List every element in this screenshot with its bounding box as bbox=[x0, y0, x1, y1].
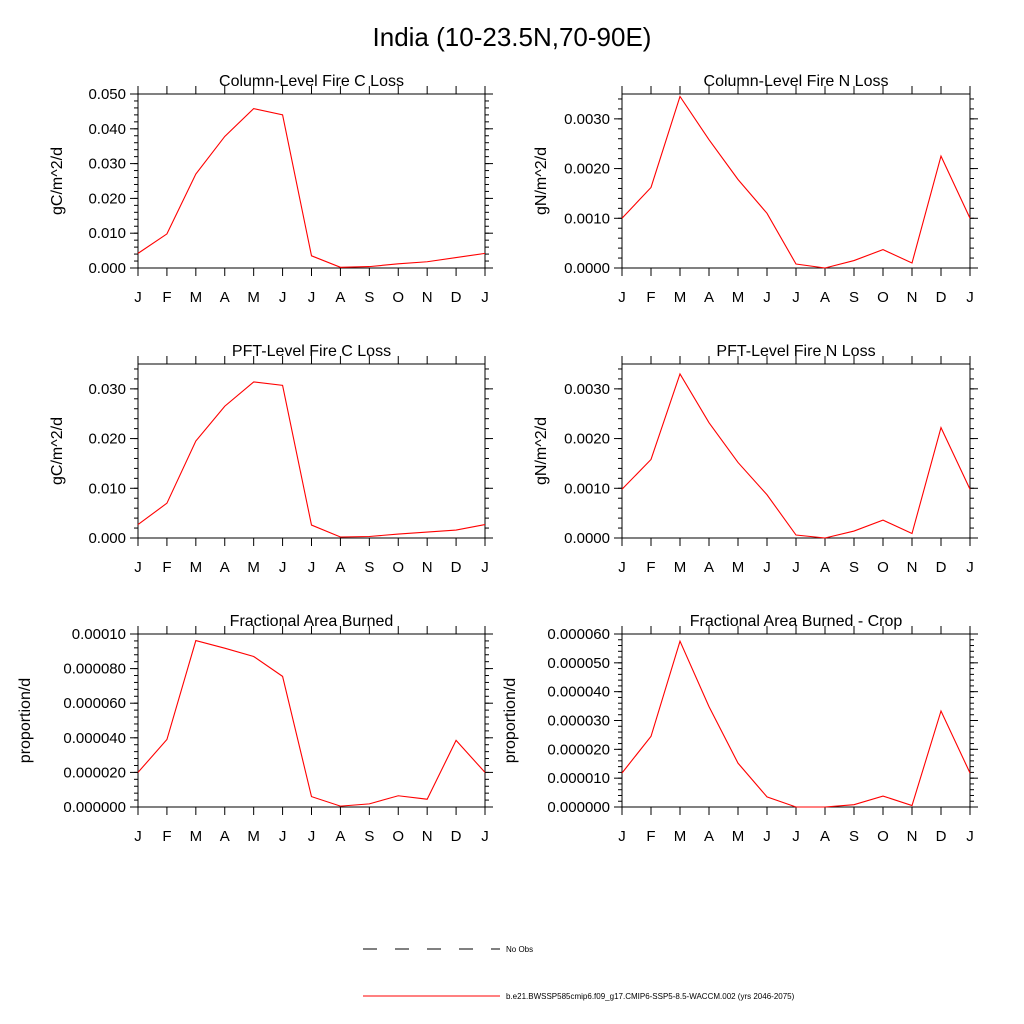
x-tick-label: M bbox=[247, 289, 260, 306]
series-line bbox=[138, 641, 485, 807]
x-tick-label: J bbox=[763, 289, 771, 306]
x-tick-label: J bbox=[481, 559, 489, 576]
x-tick-label: J bbox=[792, 559, 800, 576]
x-tick-label: D bbox=[450, 559, 462, 576]
x-tick-label: A bbox=[703, 559, 715, 576]
x-tick-label: O bbox=[392, 289, 405, 306]
x-tick-label: J bbox=[307, 828, 316, 845]
y-tick-label: 0.000030 bbox=[547, 712, 610, 730]
x-tick-label: D bbox=[935, 828, 947, 845]
panel-title: PFT-Level Fire N Loss bbox=[716, 343, 876, 360]
y-tick-label: 0.000 bbox=[88, 260, 126, 277]
y-tick-label: 0.000080 bbox=[63, 660, 126, 678]
x-tick-label: M bbox=[189, 289, 203, 306]
y-tick-label: 0.0010 bbox=[564, 210, 610, 228]
x-tick-label: J bbox=[481, 289, 489, 306]
x-tick-label: J bbox=[618, 559, 626, 576]
x-tick-label: N bbox=[421, 828, 433, 845]
series-line bbox=[622, 641, 970, 807]
chart-panel bbox=[17, 613, 493, 845]
x-tick-label: J bbox=[134, 828, 142, 845]
x-tick-label: A bbox=[335, 828, 346, 845]
x-tick-label: J bbox=[278, 828, 287, 845]
x-tick-label: J bbox=[307, 559, 316, 576]
y-axis-label: proportion/d bbox=[17, 677, 34, 764]
x-tick-label: O bbox=[392, 828, 405, 845]
x-tick-label: O bbox=[877, 828, 889, 845]
y-tick-label: 0.0020 bbox=[564, 160, 610, 178]
x-tick-label: N bbox=[906, 559, 918, 576]
y-axis-label: gN/m^2/d bbox=[533, 147, 550, 215]
x-tick-label: J bbox=[618, 828, 626, 845]
x-tick-label: A bbox=[335, 559, 346, 576]
y-tick-label: 0.010 bbox=[88, 225, 126, 243]
x-tick-label: J bbox=[792, 828, 800, 845]
x-tick-label: A bbox=[703, 289, 715, 306]
x-tick-label: M bbox=[673, 559, 687, 576]
x-tick-label: J bbox=[792, 289, 800, 306]
x-tick-label: N bbox=[906, 828, 918, 845]
x-tick-label: D bbox=[935, 289, 947, 306]
x-tick-label: J bbox=[763, 559, 771, 576]
y-tick-label: 0.000000 bbox=[547, 799, 610, 816]
x-tick-label: F bbox=[646, 289, 656, 306]
y-tick-label: 0.0030 bbox=[564, 380, 610, 398]
chart-panel bbox=[502, 613, 978, 845]
series-line bbox=[138, 109, 485, 268]
y-tick-label: 0.000 bbox=[88, 530, 126, 547]
x-tick-label: D bbox=[450, 289, 462, 306]
x-tick-label: A bbox=[819, 289, 831, 306]
y-axis-label: gC/m^2/d bbox=[49, 417, 66, 485]
x-tick-label: N bbox=[421, 289, 433, 306]
x-tick-label: O bbox=[877, 559, 889, 576]
y-tick-label: 0.00010 bbox=[71, 626, 126, 643]
x-tick-label: J bbox=[278, 559, 287, 576]
series-line bbox=[622, 96, 970, 268]
x-tick-label: J bbox=[134, 559, 142, 576]
series-line bbox=[138, 382, 485, 537]
y-tick-label: 0.000010 bbox=[547, 770, 610, 788]
x-tick-label: S bbox=[848, 289, 860, 306]
x-tick-label: A bbox=[819, 559, 831, 576]
y-tick-label: 0.000020 bbox=[547, 741, 610, 759]
y-tick-label: 0.000050 bbox=[547, 654, 610, 672]
x-tick-label: S bbox=[848, 559, 860, 576]
x-tick-label: M bbox=[189, 828, 203, 845]
legend-label: b.e21.BWSSP585cmip6.f09_g17.CMIP6-SSP5-8.5-WACCM.002 (yrs 2046-2075) bbox=[506, 992, 795, 1001]
x-tick-label: J bbox=[966, 828, 974, 845]
x-tick-label: N bbox=[421, 559, 433, 576]
x-tick-label: A bbox=[335, 289, 346, 306]
y-tick-label: 0.0020 bbox=[564, 430, 610, 448]
x-tick-label: J bbox=[763, 828, 771, 845]
y-tick-label: 0.010 bbox=[88, 480, 126, 498]
plot-frame bbox=[138, 94, 485, 268]
x-tick-label: F bbox=[162, 289, 172, 306]
x-tick-label: J bbox=[618, 289, 626, 306]
y-tick-label: 0.000020 bbox=[63, 764, 126, 782]
panel-title: Column-Level Fire N Loss bbox=[703, 73, 889, 90]
x-tick-label: J bbox=[134, 289, 142, 306]
x-tick-label: J bbox=[307, 289, 316, 306]
y-axis-label: gN/m^2/d bbox=[533, 417, 550, 485]
y-tick-label: 0.0000 bbox=[564, 260, 610, 277]
x-tick-label: S bbox=[848, 828, 860, 845]
panel-title: Fractional Area Burned - Crop bbox=[689, 613, 903, 630]
x-tick-label: M bbox=[731, 559, 745, 576]
x-tick-label: A bbox=[819, 828, 831, 845]
y-axis-label: gC/m^2/d bbox=[49, 147, 66, 215]
x-tick-label: S bbox=[364, 828, 375, 845]
y-tick-label: 0.0030 bbox=[564, 110, 610, 128]
y-tick-label: 0.050 bbox=[88, 86, 126, 103]
x-tick-label: A bbox=[219, 289, 230, 306]
x-tick-label: D bbox=[450, 828, 462, 845]
x-tick-label: D bbox=[935, 559, 947, 576]
chart-panel bbox=[49, 343, 493, 576]
y-tick-label: 0.000040 bbox=[547, 683, 610, 701]
y-tick-label: 0.020 bbox=[88, 190, 126, 208]
x-tick-label: A bbox=[703, 828, 715, 845]
legend-label: No Obs bbox=[506, 945, 534, 954]
chart-panel bbox=[49, 73, 493, 306]
x-tick-label: F bbox=[162, 559, 172, 576]
x-tick-label: F bbox=[162, 828, 172, 845]
legend bbox=[363, 945, 795, 1001]
x-tick-label: M bbox=[247, 828, 260, 845]
x-tick-label: A bbox=[219, 559, 230, 576]
chart-panel bbox=[533, 73, 978, 306]
x-tick-label: M bbox=[673, 289, 687, 306]
y-axis-label: proportion/d bbox=[502, 677, 519, 764]
page-title: India (10-23.5N,70-90E) bbox=[372, 22, 652, 52]
x-tick-label: O bbox=[877, 289, 889, 306]
x-tick-label: O bbox=[392, 559, 405, 576]
x-tick-label: F bbox=[646, 828, 656, 845]
chart-panel bbox=[533, 343, 978, 576]
x-tick-label: S bbox=[364, 559, 375, 576]
x-tick-label: A bbox=[219, 828, 230, 845]
y-tick-label: 0.0000 bbox=[564, 530, 610, 547]
x-tick-label: M bbox=[247, 559, 260, 576]
x-tick-label: N bbox=[906, 289, 918, 306]
y-tick-label: 0.030 bbox=[88, 380, 126, 398]
series-line bbox=[622, 374, 970, 538]
panel-title: PFT-Level Fire C Loss bbox=[231, 343, 392, 360]
x-tick-label: M bbox=[673, 828, 687, 845]
x-tick-label: J bbox=[481, 828, 489, 845]
x-tick-label: M bbox=[189, 559, 203, 576]
panel-title: Column-Level Fire C Loss bbox=[219, 73, 404, 90]
x-tick-label: M bbox=[731, 828, 745, 845]
y-tick-label: 0.000040 bbox=[63, 729, 126, 747]
y-tick-label: 0.0010 bbox=[564, 480, 610, 498]
y-tick-label: 0.000060 bbox=[63, 695, 126, 713]
x-tick-label: J bbox=[966, 559, 974, 576]
y-tick-label: 0.040 bbox=[88, 120, 126, 138]
y-tick-label: 0.000060 bbox=[547, 626, 610, 643]
plot-frame bbox=[138, 364, 485, 538]
x-tick-label: F bbox=[646, 559, 656, 576]
x-tick-label: J bbox=[966, 289, 974, 306]
panel-title: Fractional Area Burned bbox=[229, 613, 394, 630]
y-tick-label: 0.030 bbox=[88, 155, 126, 173]
x-tick-label: J bbox=[278, 289, 287, 306]
y-tick-label: 0.000000 bbox=[63, 799, 126, 816]
x-tick-label: S bbox=[364, 289, 375, 306]
x-tick-label: M bbox=[731, 289, 745, 306]
y-tick-label: 0.020 bbox=[88, 430, 126, 448]
